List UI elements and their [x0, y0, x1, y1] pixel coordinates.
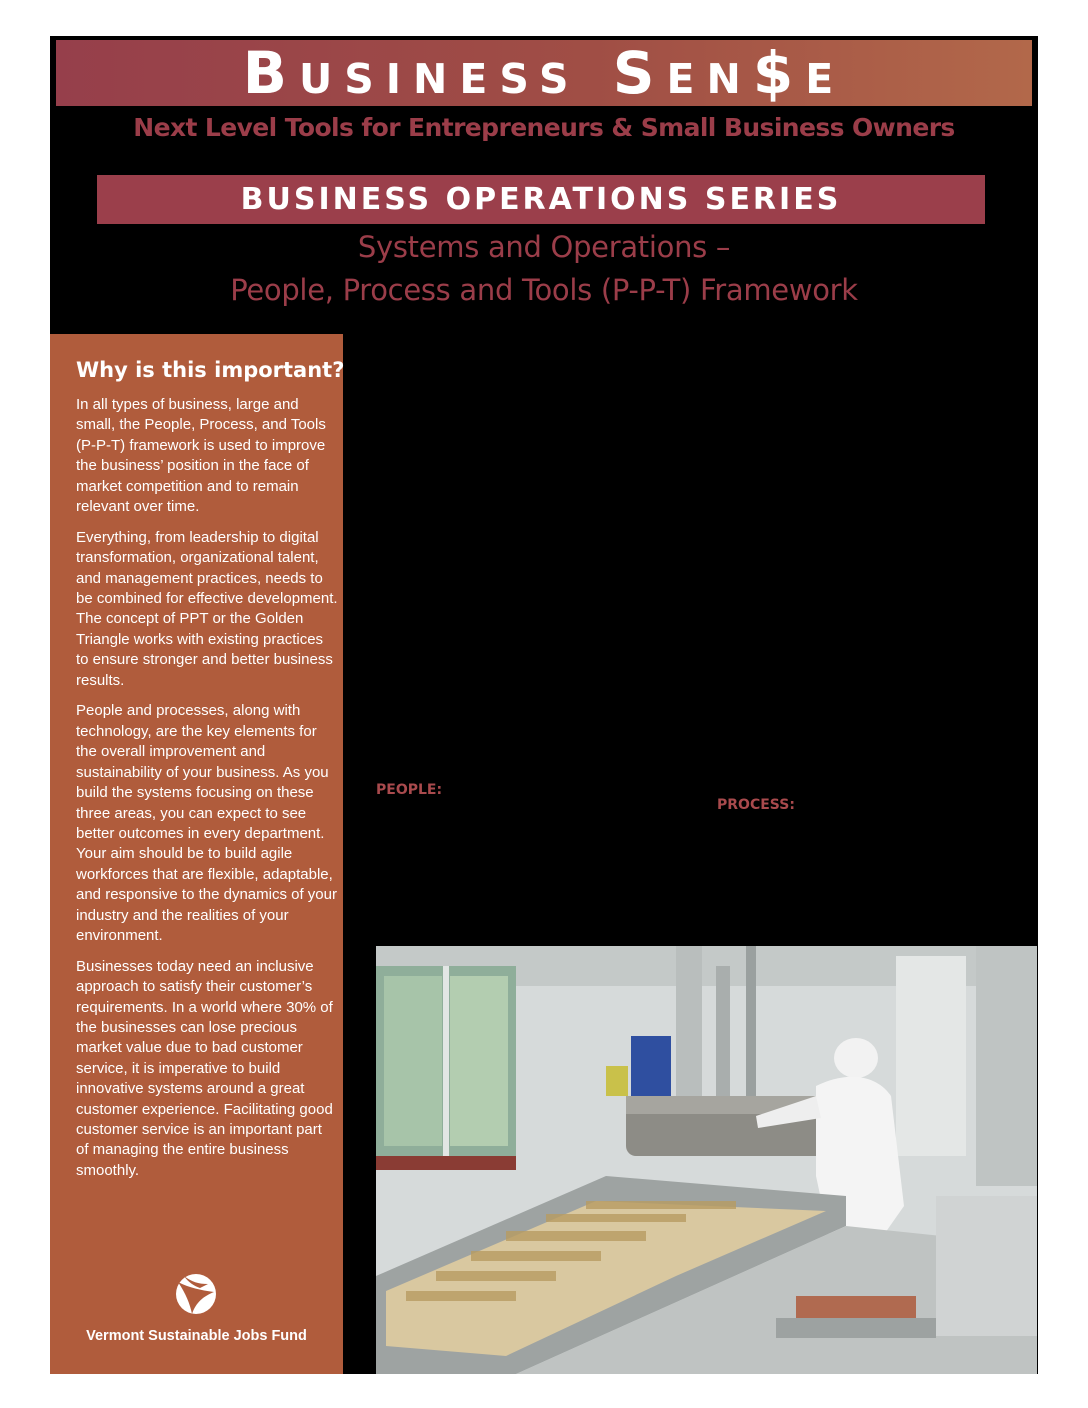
publication-title: Business Sen$e	[242, 39, 846, 107]
series-bar	[97, 175, 985, 224]
sidebar-heading: Why is this important?	[76, 358, 345, 382]
tagline: Next Level Tools for Entrepreneurs & Small Business Owners	[133, 113, 955, 142]
sidebar-paragraph: Everything, from leadership to digital transformation, organizational talent, and management practices, needs to be combined for effective development. The concept of PPT or the Golden Triangle works with existing practices to ensure stronger and better business results.	[76, 528, 338, 689]
sidebar-paragraph: In all types of business, large and small, the People, Process, and Tools (P-P-T) framework is used to improve the business’ position in the face of market competition and to remain relevant over time.	[76, 396, 326, 516]
org-name: Vermont Sustainable Jobs Fund	[86, 1328, 307, 1344]
vsjf-bird-logo-icon	[170, 1272, 222, 1316]
series-title: BUSINESS OPERATIONS SERIES	[240, 182, 842, 217]
document-subtitle-line2: People, Process and Tools (P-P-T) Framework	[230, 273, 858, 307]
title-banner	[56, 40, 1032, 106]
process-label: PROCESS:	[717, 797, 795, 813]
sidebar-paragraph: Businesses today need an inclusive approach to satisfy their customer’s requirements. In a world where 30% of the businesses can lose precious market value due to bad customer service, it is imperative to build innovative systems around a great customer experience. Facilitating good customer service is an important part of managing the entire business smoothly.	[76, 957, 333, 1179]
sidebar-paragraph: People and processes, along with technology, are the key elements for the overall improvement and sustainability of your business. As you build the systems focusing on these three areas, you can expect to see better outcomes in every department. Your aim should be to build agile workforces that are flexible, adaptable, and responsive to the dynamics of your industry and the realities of your environment.	[76, 702, 337, 944]
sidebar-body	[76, 395, 338, 1192]
factory-worker-production-line-photo	[376, 946, 1037, 1374]
people-label: PEOPLE:	[376, 782, 443, 798]
document-subtitle-line1: Systems and Operations –	[357, 230, 731, 264]
